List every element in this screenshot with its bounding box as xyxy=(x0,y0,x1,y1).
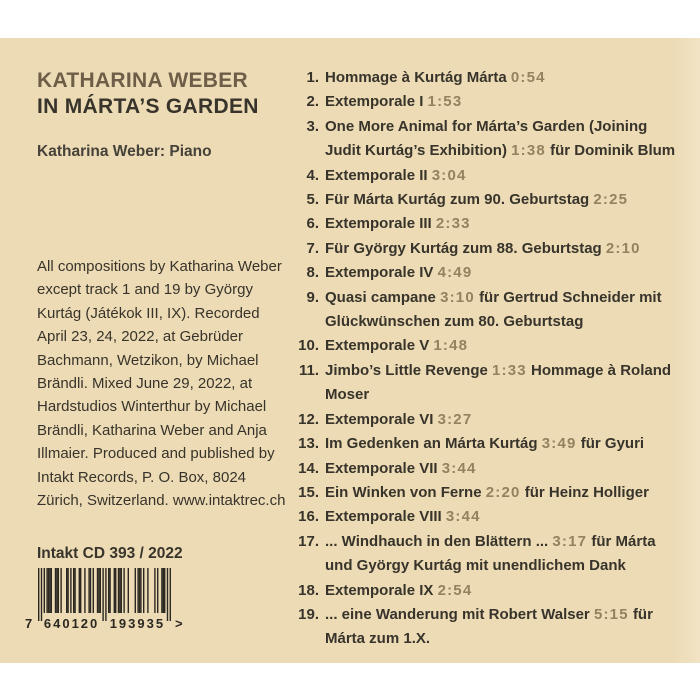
track-text xyxy=(325,432,677,456)
track-row xyxy=(295,66,677,90)
track-title: Extemporale VIII xyxy=(325,508,442,526)
track-title: Jimbo’s Little Revenge xyxy=(325,361,488,379)
track-duration: 2:10 xyxy=(605,239,641,257)
track-text xyxy=(325,481,677,505)
track-title: Extemporale VII xyxy=(325,459,438,477)
track-text xyxy=(325,408,677,432)
track-number: 3. xyxy=(306,117,319,135)
track-title: ... eine Wanderung mit Robert Walser xyxy=(325,605,590,623)
track-duration: 4:49 xyxy=(437,264,473,282)
svg-text:193935: 193935 xyxy=(109,616,166,631)
track-text xyxy=(325,505,677,529)
ean-barcode xyxy=(24,568,196,632)
track-duration: 0:54 xyxy=(510,69,546,86)
track-duration: 1:33 xyxy=(492,361,527,379)
track-duration: 3:44 xyxy=(441,459,477,477)
track-duration: 1:53 xyxy=(427,93,463,111)
track-duration: 1:48 xyxy=(433,337,469,355)
track-number: 17. xyxy=(298,532,319,550)
track-number: 9. xyxy=(306,288,319,306)
track-text xyxy=(325,334,677,358)
track-row xyxy=(295,237,677,261)
track-number: 5. xyxy=(306,191,319,209)
track-duration: 1:38 xyxy=(511,142,546,160)
track-duration: 2:54 xyxy=(437,581,473,599)
track-dedication: für Márta und György Kurtág mit unendlichem Dank xyxy=(325,532,656,575)
track-number: 1. xyxy=(306,69,319,86)
track-duration: 3:17 xyxy=(552,532,588,550)
track-number: 12. xyxy=(298,410,319,428)
track-row xyxy=(295,603,677,652)
track-duration: 5:15 xyxy=(593,605,629,623)
track-text xyxy=(325,115,677,164)
track-text xyxy=(325,66,677,90)
track-title: Für György Kurtág zum 88. Geburtstag xyxy=(325,239,602,257)
track-title: Extemporale V xyxy=(325,337,430,355)
track-duration: 3:49 xyxy=(541,435,577,453)
track-duration: 3:10 xyxy=(440,288,475,306)
track-text xyxy=(325,90,677,114)
track-text xyxy=(325,188,677,212)
track-row xyxy=(295,261,677,285)
track-title: Quasi campane xyxy=(325,288,436,306)
track-row xyxy=(295,188,677,212)
svg-text:>: > xyxy=(175,616,185,631)
production-credits: All compositions by Katharina Weber except track 1 and 19 by György Kurtág (Játékok III, IX). Recorded April 23, 24, 2022, at Gebrüder Bachmann, Wetzikon, by Michael Brändli. Mixed June 29, 2022, at Hardstudios Winterthur by Michael Brändli, Katharina Weber and Anja Illmaier. Produced and published by Intakt Records, P. O. Box, 8024 Zürich, Switzerland. www.intaktrec.ch xyxy=(37,258,286,510)
track-number: 18. xyxy=(298,581,319,599)
track-text xyxy=(325,603,677,652)
track-title: Im Gedenken an Márta Kurtág xyxy=(325,435,538,453)
track-number: 2. xyxy=(306,93,319,111)
track-number: 14. xyxy=(298,459,319,477)
track-row xyxy=(295,432,677,456)
track-text xyxy=(325,530,677,579)
svg-text:7: 7 xyxy=(25,616,35,631)
track-dedication: für Márta zum 1.X. xyxy=(325,605,653,648)
track-text xyxy=(325,212,677,236)
track-number: 10. xyxy=(298,337,319,355)
track-text xyxy=(325,286,677,335)
track-number: 15. xyxy=(298,483,319,501)
track-text xyxy=(325,261,677,285)
track-text xyxy=(325,237,677,261)
track-row xyxy=(295,286,677,335)
track-title: Extemporale II xyxy=(325,166,428,184)
track-row xyxy=(295,164,677,188)
left-column xyxy=(25,68,299,658)
track-title: Extemporale VI xyxy=(325,410,434,428)
track-row xyxy=(295,115,677,164)
track-dedication: für Gyuri xyxy=(580,435,645,453)
track-title: Extemporale I xyxy=(325,93,424,111)
track-duration: 3:04 xyxy=(431,166,467,184)
track-dedication: für Gertrud Schneider mit Glückwünschen zum 80. Geburtstag xyxy=(325,288,662,331)
performer-credit: Katharina Weber: Piano xyxy=(37,143,212,160)
album-title: IN MÁRTA’S GARDEN xyxy=(37,95,259,118)
track-title: One More Animal for Márta’s Garden (Joining Judit Kurtág’s Exhibition) xyxy=(325,117,648,160)
track-duration: 3:44 xyxy=(445,508,481,526)
track-dedication: Hommage à Roland Moser xyxy=(325,361,672,404)
track-number: 11. xyxy=(298,361,319,379)
track-row xyxy=(295,408,677,432)
track-text xyxy=(325,457,677,481)
track-list xyxy=(295,66,677,652)
track-row xyxy=(295,359,677,408)
track-title: ... Windhauch in den Blättern ... xyxy=(325,532,549,550)
track-number: 19. xyxy=(298,605,319,623)
track-number: 7. xyxy=(306,239,319,257)
track-row xyxy=(295,530,677,579)
track-duration: 2:25 xyxy=(593,191,629,209)
track-title: Extemporale IX xyxy=(325,581,434,599)
track-title: Hommage à Kurtág Márta xyxy=(325,69,507,86)
catalog-number: Intakt CD 393 / 2022 xyxy=(37,545,183,562)
track-duration: 2:20 xyxy=(485,483,521,501)
track-row xyxy=(295,212,677,236)
track-row xyxy=(295,90,677,114)
track-duration: 2:33 xyxy=(435,215,471,233)
track-dedication: für Dominik Blum xyxy=(550,142,676,160)
track-text xyxy=(325,164,677,188)
track-number: 8. xyxy=(306,264,319,282)
track-row xyxy=(295,481,677,505)
track-number: 16. xyxy=(298,508,319,526)
artist-name: KATHARINA WEBER xyxy=(37,69,248,92)
track-number: 4. xyxy=(306,166,319,184)
svg-text:640120: 640120 xyxy=(43,616,100,631)
track-dedication: für Heinz Holliger xyxy=(524,483,649,501)
track-duration: 3:27 xyxy=(437,410,473,428)
track-title: Ein Winken von Ferne xyxy=(325,483,482,501)
cd-back-cover xyxy=(0,38,700,663)
track-row xyxy=(295,457,677,481)
track-row xyxy=(295,334,677,358)
track-text xyxy=(325,359,677,408)
track-text xyxy=(325,579,677,603)
track-row xyxy=(295,505,677,529)
track-row xyxy=(295,579,677,603)
track-title: Für Márta Kurtág zum 90. Geburtstag xyxy=(325,191,590,209)
track-number: 13. xyxy=(298,435,319,453)
track-title: Extemporale III xyxy=(325,215,432,233)
track-number: 6. xyxy=(306,215,319,233)
track-title: Extemporale IV xyxy=(325,264,434,282)
